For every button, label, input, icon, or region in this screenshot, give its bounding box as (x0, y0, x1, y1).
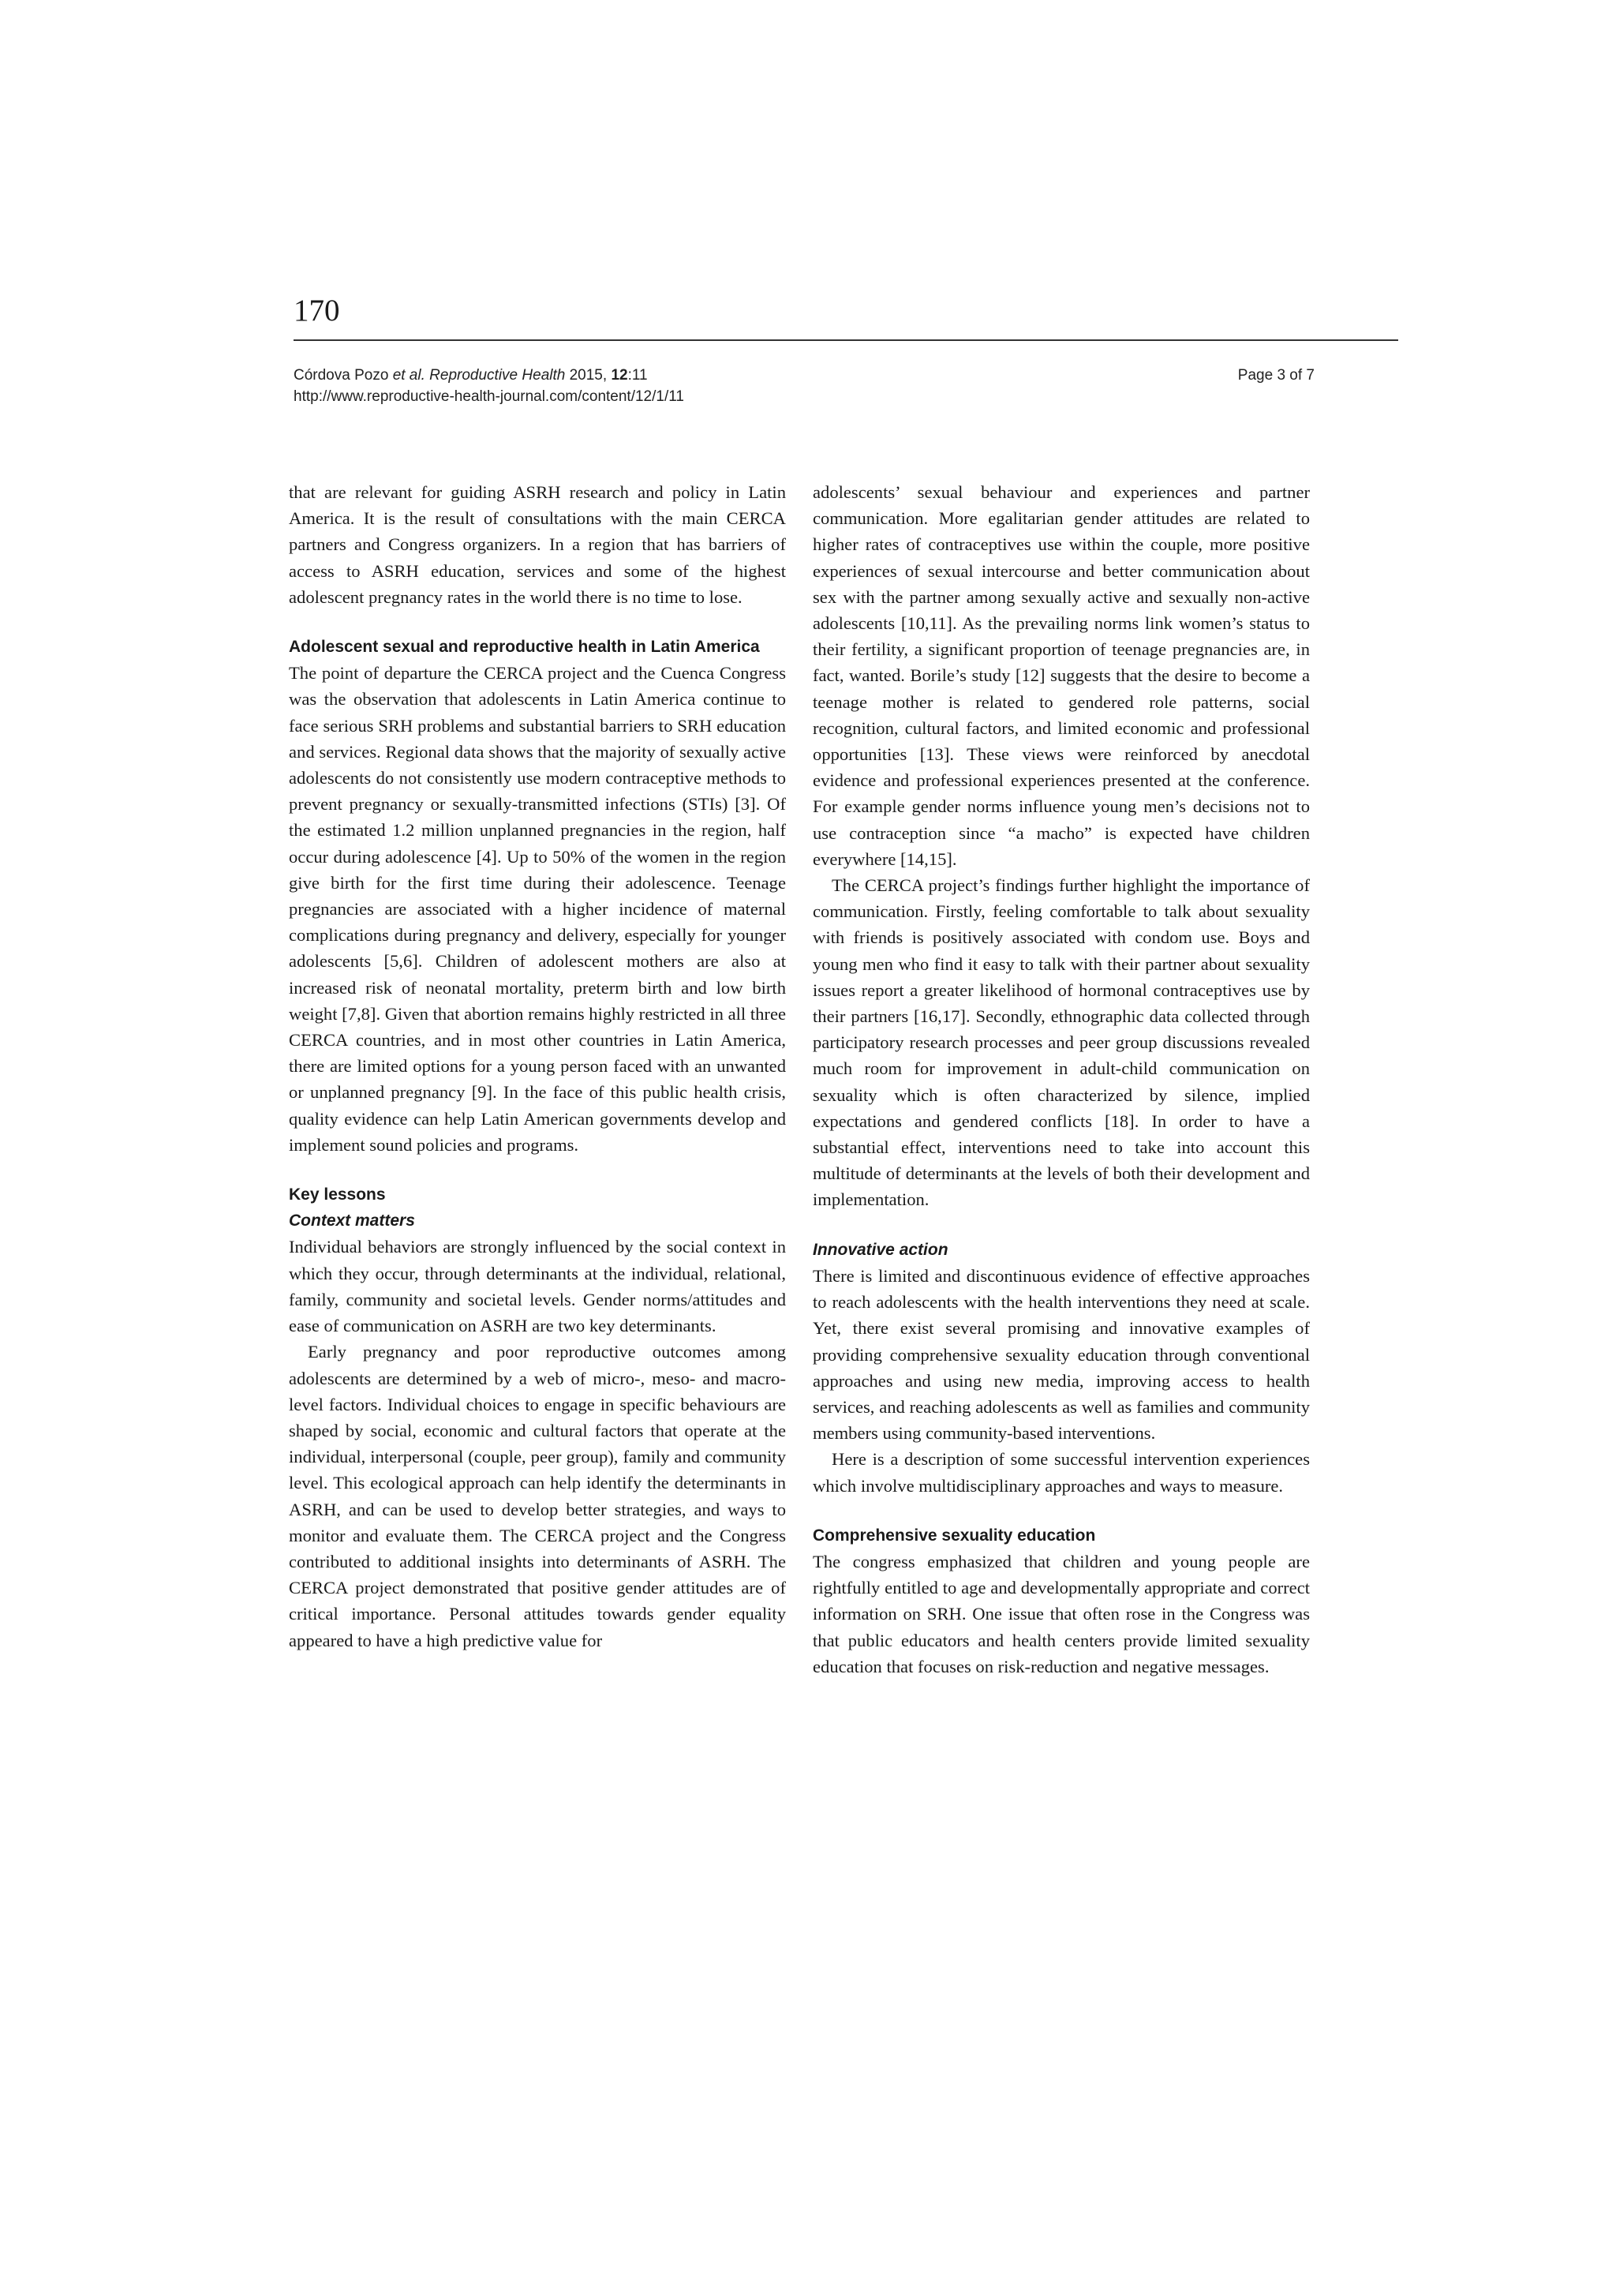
section-heading-key-lessons: Key lessons (289, 1185, 386, 1204)
paragraph: The point of departure the CERCA project and the Cuenca Congress was the observation that adolescents in Latin America continue to face serious SRH problems and substantial barriers to SRH education and services. Regional data shows that the majority of sexually active adolescents do not consistently use modern contraceptive methods to prevent pregnancy or sexually-transmitted infections (STIs) [3]. Of the estimated 1.2 million unplanned pregnancies in the region, half occur during adolescence [4]. Up to 50% of the women in the region give birth for the first time during their adolescence. Teenage pregnancies are associated with a higher incidence of maternal complications during pregnancy and delivery, especially for younger adolescents [5,6]. Children of adolescent mothers are also at increased risk of neonatal mortality, preterm birth and low birth weight [7,8]. Given that abortion remains highly restricted in all three CERCA countries, and in most other countries in Latin America, there are limited options for a young person faced with an unwanted or unplanned pregnancy [9]. In the face of this public health crisis, quality evidence can help Latin American governments develop and implement sound policies and programs. (289, 663, 786, 1155)
authors: Córdova Pozo (294, 367, 389, 384)
paragraph: Here is a description of some successful intervention experiences which involve multidisciplinary approaches and ways to measure. (813, 1449, 1310, 1496)
article-url[interactable]: http://www.reproductive-health-journal.com/content/12/1/11 (294, 388, 684, 405)
running-head (294, 365, 1315, 407)
subsection-heading-innovative: Innovative action (813, 1240, 948, 1259)
page-number: 170 (294, 294, 340, 328)
section-heading-cse: Comprehensive sexuality education (813, 1526, 1096, 1545)
year: 2015, (569, 367, 608, 384)
journal-name: Reproductive Health (429, 367, 566, 384)
paragraph: that are relevant for guiding ASRH research and policy in Latin America. It is the result of consultations with the main CERCA partners and Congress organizers. In a region that has barriers of access to ASRH education, services and some of the highest adolescent pregnancy rates in the world there is no time to lose. (289, 482, 786, 607)
header-rule (294, 339, 1398, 341)
volume: 12 (611, 367, 628, 384)
paragraph: adolescents’ sexual behaviour and experiences and partner communication. More egalitarian gender attitudes are related to higher rates of contraceptives use within the couple, more positive experiences of sexual intercourse and better communication about sex with the partner among sexually active and sexually non-active adolescents [10,11]. As the prevailing norms link women’s status to their fertility, a significant proportion of teenage pregnancies are, in fact, wanted. Borile’s study [12] suggests that the desire to become a teenage mother is related to gendered role patterns, social recognition, cultural factors, and limited economic and professional opportunities [13]. These views were reinforced by anecdotal evidence and professional experiences presented at the conference. For example gender norms influence young men’s decisions not to use contraception since “a macho” is expected have children everywhere [14,15]. (813, 482, 1310, 869)
paragraph: There is limited and discontinuous evidence of effective approaches to reach adolescents with the health interventions they need at scale. Yet, there exist several promising and innovative examples of providing comprehensive sexuality education through conventional approaches and using new media, improving access to health services, and reaching adolescents as well as families and community members using community-based interventions. (813, 1265, 1310, 1444)
paragraph: Early pregnancy and poor reproductive outcomes among adolescents are determined by a web of micro-, meso- and macro-level factors. Individual choices to engage in specific behaviours are shaped by social, economic and cultural factors that operate at the individual, interpersonal (couple, peer group), family and community level. This ecological approach can help identify the determinants in ASRH, and can be used to develop better strategies, and ways to monitor and evaluate them. The CERCA project and the Congress contributed to additional insights into determinants of ASRH. The CERCA project demonstrated that positive gender attitudes are of critical importance. Personal attitudes towards gender equality appeared to have a high predictive value for (289, 1342, 786, 1650)
paragraph: The CERCA project’s findings further highlight the importance of communication. Firstly, feeling comfortable to talk about sexuality with friends is positively associated with condom use. Boys and young men who find it easy to talk with their partner about sexuality issues report a greater likelihood of hormonal contraceptives use by their partners [16,17]. Secondly, ethnographic data collected through participatory research processes and peer group discussions revealed much room for improvement in adult-child communication on sexuality which is often characterized by silence, implied expectations and gendered conflicts [18]. In order to have a substantial effect, interventions need to take into account this multitude of determinants at the levels of both their development and implementation. (813, 875, 1310, 1210)
left-column (289, 479, 786, 1654)
right-column (813, 479, 1310, 1680)
article-number: :11 (627, 367, 648, 384)
citation-line (294, 365, 1315, 386)
page-of: Page 3 of 7 (1237, 367, 1315, 384)
paragraph: Individual behaviors are strongly influenced by the social context in which they occur, through determinants at the individual, relational, family, community and societal levels. Gender norms/attitudes and ease of communication on ASRH are two key determinants. (289, 1237, 786, 1336)
subsection-heading-context: Context matters (289, 1212, 415, 1230)
paragraph: The congress emphasized that children and young people are rightfully entitled to age and developmentally appropriate and correct information on SRH. One issue that often rose in the Congress was that public educators and health centers provide limited sexuality education that focuses on risk-reduction and negative messages. (813, 1551, 1310, 1676)
et-al: et al. (392, 367, 425, 384)
section-heading-asrh: Adolescent sexual and reproductive health in Latin America (289, 638, 760, 657)
